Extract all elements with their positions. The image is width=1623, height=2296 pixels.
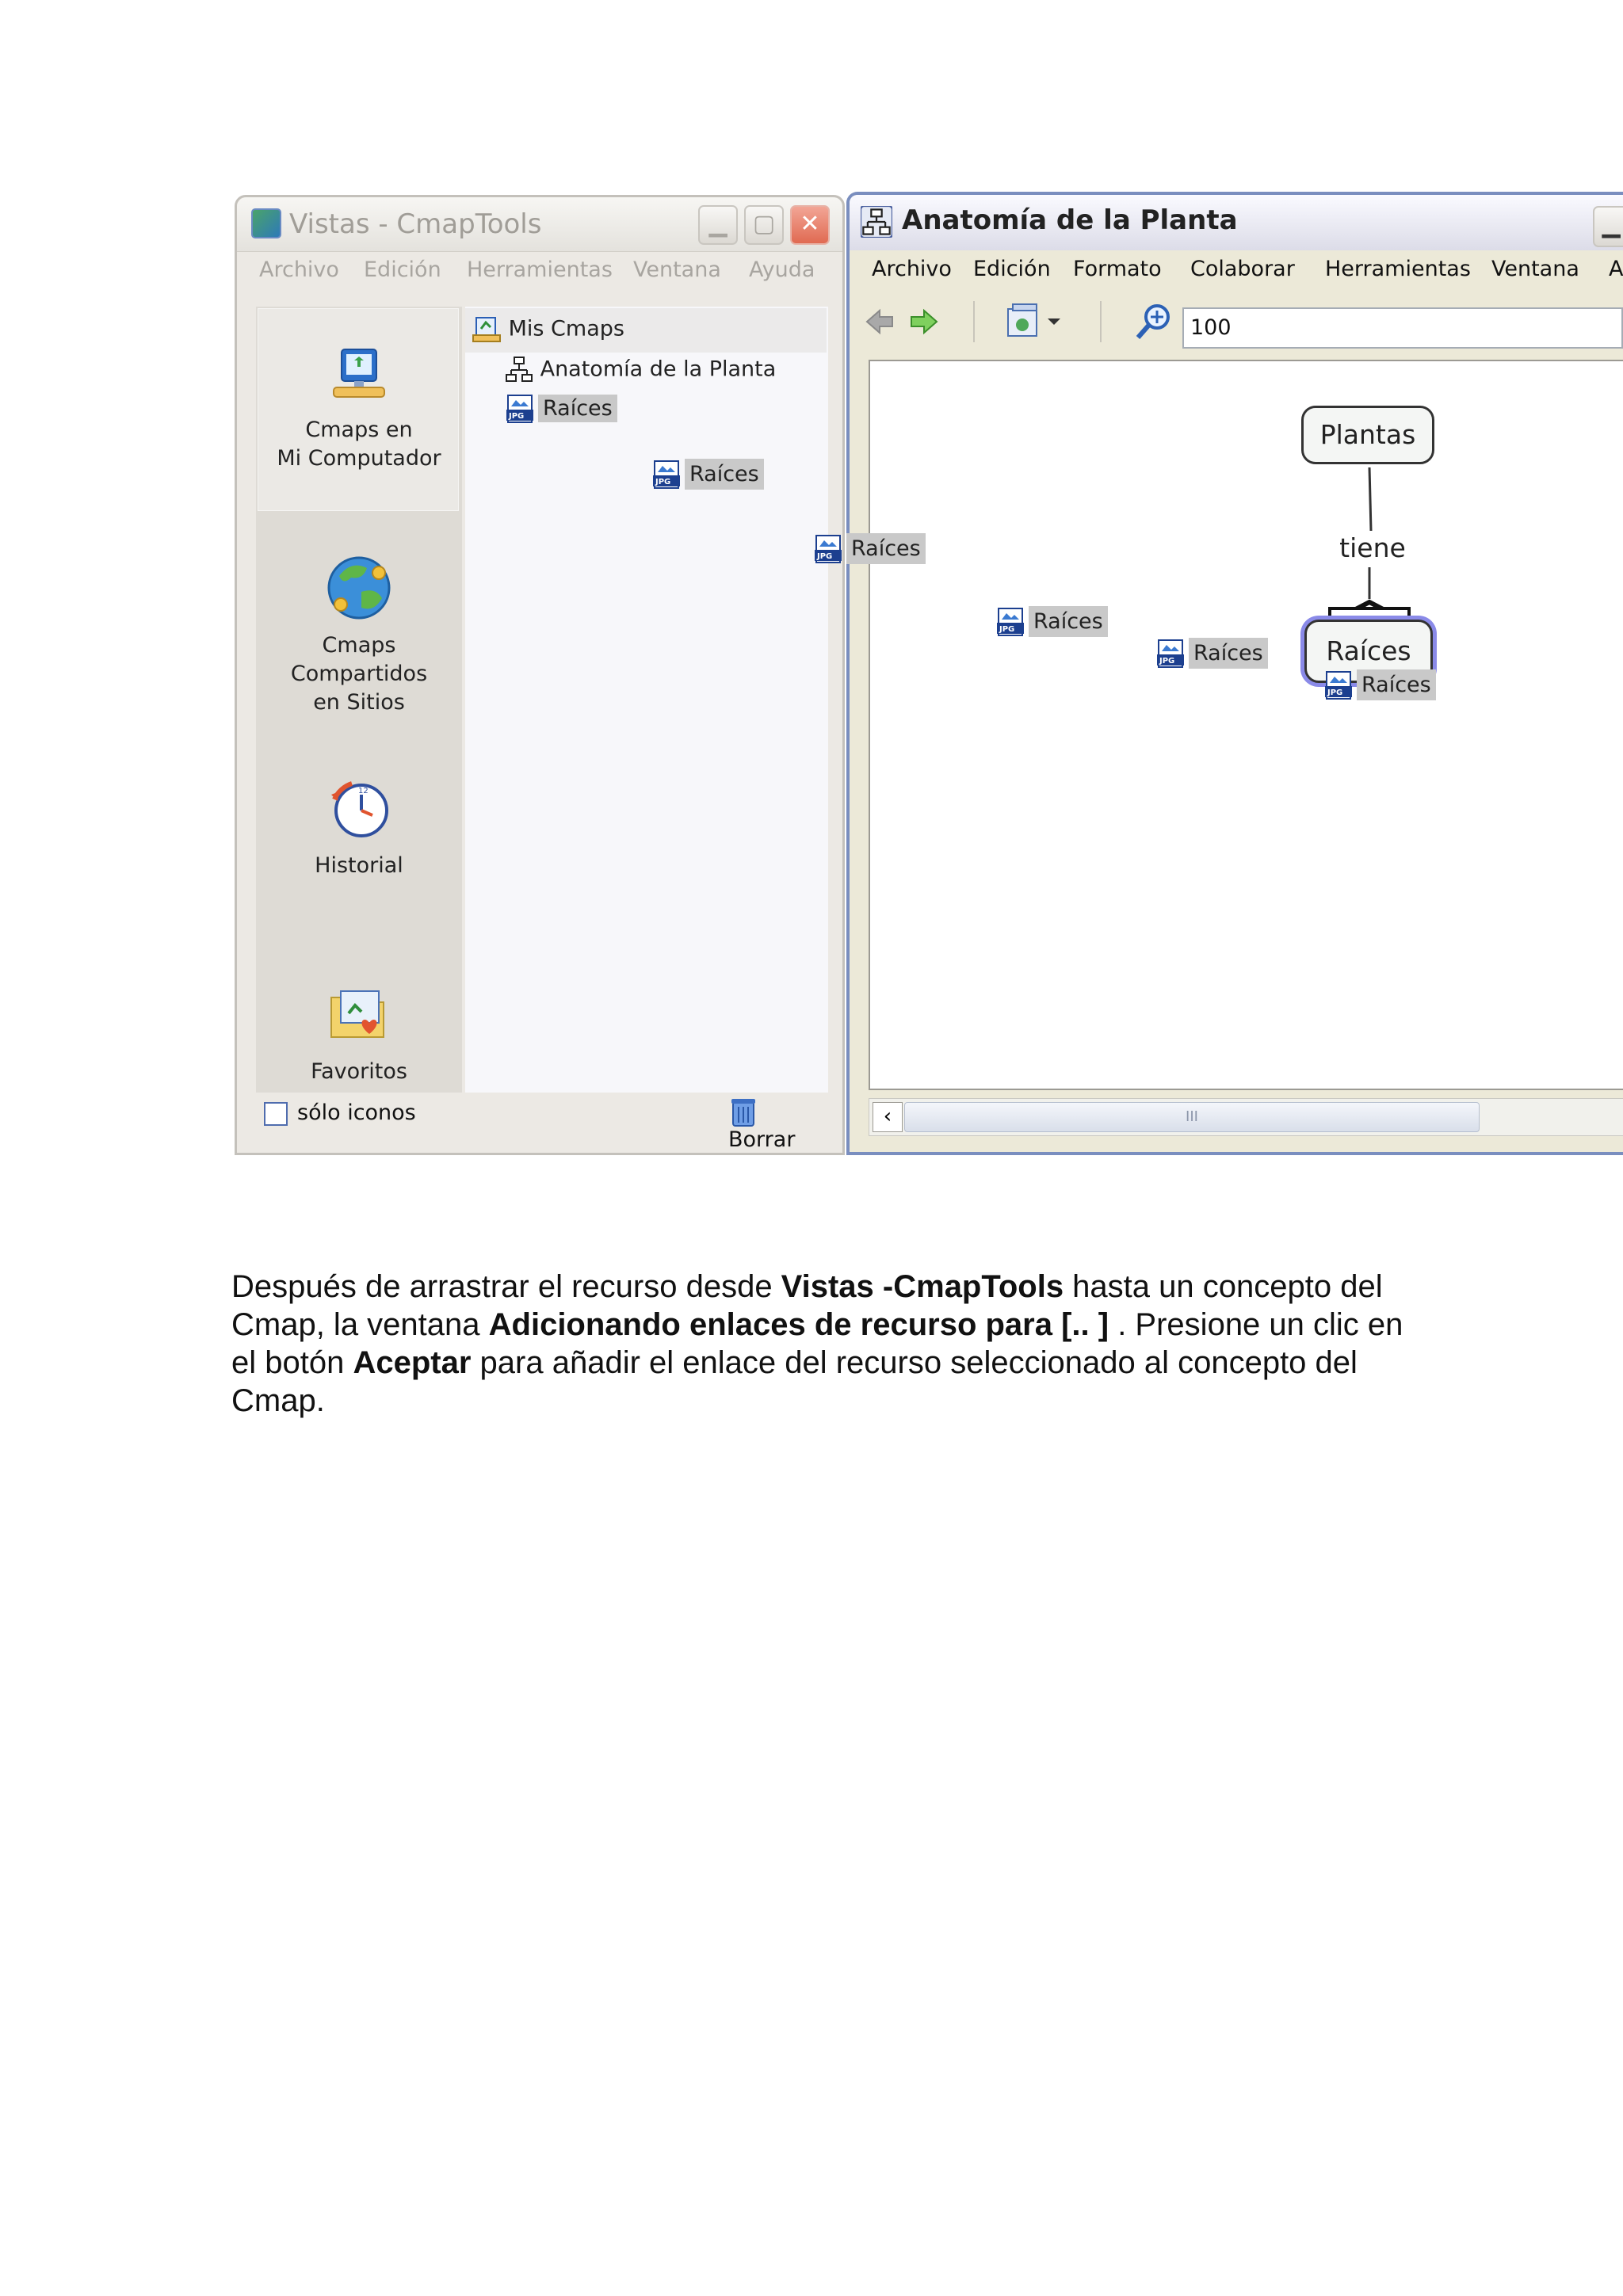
scroll-thumb-grip: III <box>1186 1108 1198 1125</box>
trash-icon <box>728 1096 758 1127</box>
vistas-window <box>235 195 845 1155</box>
menu-ventana[interactable]: Ventana <box>1491 257 1579 281</box>
svg-text:JPG: JPG <box>999 625 1015 634</box>
history-clock-icon <box>325 776 393 844</box>
linking-phrase-tiene[interactable]: tiene <box>1339 532 1406 563</box>
tree-item-label: Anatomía de la Planta <box>540 357 777 382</box>
svg-text:12: 12 <box>358 787 369 795</box>
chevron-left-icon: ‹ <box>883 1104 892 1128</box>
tree-item-anatomia[interactable] <box>505 356 776 384</box>
close-button[interactable] <box>790 205 830 245</box>
only-icons-label: sólo iconos <box>297 1100 416 1125</box>
my-cmaps-folder-icon <box>472 315 502 345</box>
delete-label: Borrar <box>728 1127 796 1152</box>
vistas-bottom-bar <box>256 1093 828 1152</box>
view-dropdown-icon[interactable] <box>1005 301 1068 342</box>
drag-ghost-label <box>1323 670 1436 700</box>
drag-ghost-text: Raíces <box>846 533 926 564</box>
anatomia-minimize-button[interactable] <box>1593 206 1623 247</box>
only-icons-checkbox[interactable] <box>264 1102 288 1126</box>
caption-text: Después de arrastrar el recurso desde <box>231 1269 781 1304</box>
svg-text:JPG: JPG <box>817 552 833 561</box>
drag-ghost-text: Raíces <box>1029 606 1108 637</box>
anatomia-window-title: Anatomía de la Planta <box>902 204 1238 236</box>
concept-map-links <box>870 361 1623 1089</box>
drag-ghost-text: Raíces <box>1357 669 1436 700</box>
anatomia-toolbar <box>850 288 1623 355</box>
delete-button[interactable] <box>728 1096 828 1152</box>
nav-label-line1: Historial <box>315 853 403 878</box>
menu-formato[interactable]: Formato <box>1073 257 1162 281</box>
nav-item-my-computer[interactable] <box>256 345 462 473</box>
jpg-file-icon <box>813 534 843 564</box>
nav-label-line1: Favoritos <box>311 1059 407 1084</box>
vistas-titlebar[interactable] <box>237 197 842 252</box>
vistas-window-title: Vistas - CmapTools <box>289 208 542 240</box>
maximize-icon: ▢ <box>752 210 776 238</box>
menu-herramientas[interactable]: Herramientas <box>1325 257 1471 281</box>
menu-edicion[interactable]: Edición <box>973 257 1051 281</box>
caption-bold-window-name: Adicionando enlaces de recurso para [.. ] <box>488 1307 1109 1342</box>
menu-ventana[interactable]: Ventana <box>633 257 721 282</box>
cmap-window-icon <box>861 206 892 238</box>
nav-label-line1: Cmaps en <box>305 418 413 442</box>
tree-root-label: Mis Cmaps <box>508 316 624 341</box>
anatomia-titlebar[interactable] <box>850 195 1623 250</box>
menu-archivo[interactable]: Archivo <box>259 257 339 282</box>
menu-colaborar[interactable]: Colaborar <box>1190 257 1295 281</box>
maximize-button[interactable] <box>744 205 784 245</box>
horizontal-scrollbar[interactable] <box>869 1098 1623 1136</box>
svg-text:JPG: JPG <box>1159 657 1175 666</box>
nav-item-favorites[interactable] <box>256 982 462 1086</box>
caption-bold-aceptar: Aceptar <box>353 1345 472 1380</box>
minimize-icon: ▁ <box>1602 211 1621 238</box>
jpg-file-icon <box>995 607 1025 637</box>
svg-text:JPG: JPG <box>509 412 525 421</box>
svg-text:JPG: JPG <box>1327 688 1343 697</box>
caption-text: hasta un concepto del Cmap, la ventana <box>231 1269 1383 1342</box>
instruction-caption <box>231 1268 1404 1420</box>
zoom-magnifier-icon[interactable] <box>1135 303 1173 341</box>
anatomia-menubar <box>850 252 1623 288</box>
menu-ayuda[interactable]: Ayuda <box>749 257 815 282</box>
jpg-file-icon <box>1323 670 1354 700</box>
toolbar-separator <box>1100 301 1102 342</box>
nav-label-line2: Mi Computador <box>277 446 441 471</box>
caption-bold-vistas: Vistas -CmapTools <box>781 1269 1064 1304</box>
zoom-field[interactable]: 100 <box>1182 307 1623 349</box>
back-arrow-icon[interactable] <box>864 306 896 338</box>
computer-icon <box>327 345 391 408</box>
drag-ghost-text: Raíces <box>685 459 764 490</box>
caption-text: . Presione un clic en el botón <box>231 1307 1403 1380</box>
jpg-file-icon <box>1155 639 1186 669</box>
cmaptools-app-icon <box>251 208 281 238</box>
minimize-button[interactable] <box>698 205 738 245</box>
menu-archivo[interactable]: Archivo <box>872 257 952 281</box>
close-icon: ✕ <box>800 210 820 238</box>
favorites-folder-icon <box>325 982 393 1050</box>
tree-root-mis-cmaps[interactable] <box>472 315 624 345</box>
nav-label-line1: Cmaps Compartidos <box>290 633 428 686</box>
caption-text: para añadir el enlace del recurso seleccionado al concepto del Cmap. <box>231 1345 1358 1418</box>
cmap-canvas[interactable] <box>869 360 1623 1090</box>
drag-ghost-label <box>813 534 926 564</box>
drag-ghost-label <box>651 460 764 490</box>
cmap-file-icon <box>505 356 533 384</box>
forward-arrow-icon[interactable] <box>908 306 940 338</box>
scroll-left-button[interactable] <box>873 1102 903 1132</box>
toolbar-separator <box>973 301 975 342</box>
nav-item-history[interactable] <box>256 776 462 880</box>
jpg-file-icon <box>651 460 682 490</box>
jpg-file-icon <box>505 394 535 424</box>
drag-ghost-text: Raíces <box>1189 638 1268 669</box>
scroll-thumb[interactable] <box>904 1102 1480 1132</box>
svg-text:JPG: JPG <box>655 478 671 486</box>
file-list-pane <box>465 307 828 1093</box>
nav-label-line2: en Sitios <box>313 690 405 715</box>
minimize-icon: ▁ <box>708 210 727 238</box>
nav-item-shared-sites[interactable] <box>256 552 462 717</box>
menu-ayuda-truncated[interactable]: A <box>1609 257 1623 281</box>
concept-plantas[interactable]: Plantas <box>1301 406 1434 464</box>
tree-item-raices[interactable] <box>505 394 617 424</box>
tree-item-label: Raíces <box>538 395 617 422</box>
drag-ghost-label <box>1155 639 1268 669</box>
menu-edicion[interactable]: Edición <box>364 257 441 282</box>
anatomia-window <box>846 192 1623 1155</box>
vistas-menubar <box>237 253 842 288</box>
globe-icon <box>323 552 395 624</box>
menu-herramientas[interactable]: Herramientas <box>467 257 613 282</box>
drag-ghost-label <box>995 607 1108 637</box>
concept-raices[interactable]: Raíces <box>1304 620 1433 683</box>
